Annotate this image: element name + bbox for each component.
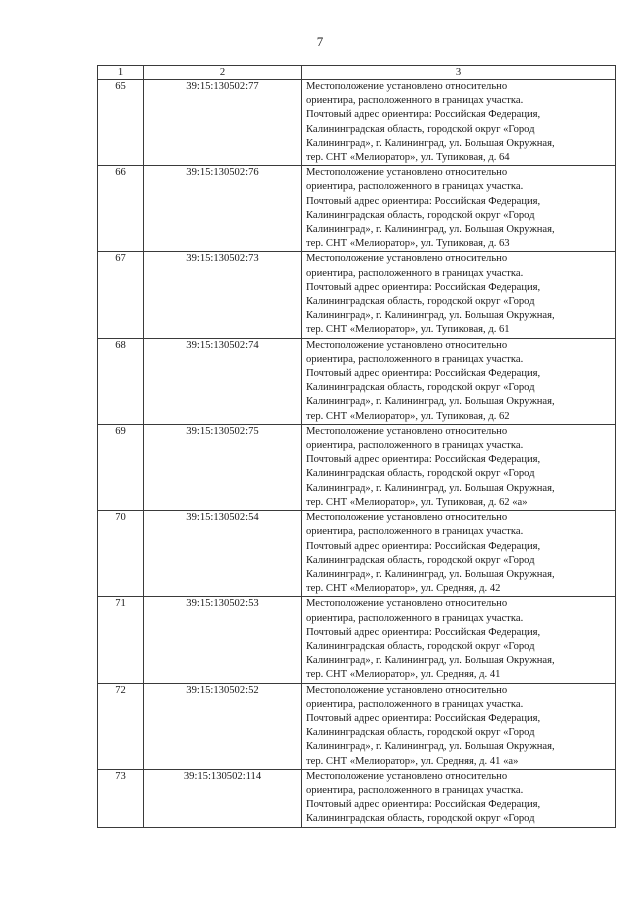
column-header-2: 2 bbox=[144, 66, 302, 80]
cadastral-number: 39:15:130502:75 bbox=[144, 424, 302, 510]
column-header-3: 3 bbox=[302, 66, 616, 80]
description-line: Калининград», г. Калининград, ул. Большая Окружная, bbox=[306, 224, 555, 236]
row-number: 73 bbox=[98, 769, 144, 827]
description-line: Калининградская область, городской округ «Город bbox=[306, 554, 535, 566]
table-row bbox=[98, 597, 616, 683]
description-line: ориентира, расположенного в границах участка. bbox=[306, 698, 524, 710]
cadastral-number: 39:15:130502:77 bbox=[144, 80, 302, 166]
description-line: Калининград», г. Калининград, ул. Большая Окружная, bbox=[306, 482, 555, 494]
description-line: тер. СНТ «Мелиоратор», ул. Тупиковая, д. 63 bbox=[306, 238, 510, 250]
description-line: Почтовый адрес ориентира: Российская Федерация, bbox=[306, 368, 541, 380]
row-number: 70 bbox=[98, 511, 144, 597]
table-row bbox=[98, 80, 616, 166]
table-row bbox=[98, 769, 616, 827]
description-line: тер. СНТ «Мелиоратор», ул. Тупиковая, д. 64 bbox=[306, 152, 510, 164]
description-line: Местоположение установлено относительно bbox=[306, 425, 508, 437]
description-line: Почтовый адрес ориентира: Российская Федерация, bbox=[306, 109, 541, 121]
description-line: Калининградская область, городской округ «Город bbox=[306, 296, 535, 308]
description-line: Калининград», г. Калининград, ул. Большая Окружная, bbox=[306, 741, 555, 753]
table-row bbox=[98, 683, 616, 769]
table-header-row bbox=[98, 66, 616, 80]
description-line: Почтовый адрес ориентира: Российская Федерация, bbox=[306, 712, 541, 724]
description-line: Почтовый адрес ориентира: Российская Федерация, bbox=[306, 626, 541, 638]
row-number: 66 bbox=[98, 166, 144, 252]
description-line: Местоположение установлено относительно bbox=[306, 598, 508, 610]
description-line: Почтовый адрес ориентира: Российская Федерация, bbox=[306, 195, 541, 207]
description-line: Калининградская область, городской округ «Город bbox=[306, 209, 535, 221]
description-line: Почтовый адрес ориентира: Российская Федерация, bbox=[306, 454, 541, 466]
description-line: Калининградская область, городской округ «Город bbox=[306, 727, 535, 739]
location-description bbox=[302, 252, 616, 338]
description-line: ориентира, расположенного в границах участка. bbox=[306, 181, 524, 193]
location-description bbox=[302, 597, 616, 683]
description-line: Калининград», г. Калининград, ул. Большая Окружная, bbox=[306, 137, 555, 149]
location-description bbox=[302, 769, 616, 827]
description-line: Местоположение установлено относительно bbox=[306, 770, 508, 782]
description-line: ориентира, расположенного в границах участка. bbox=[306, 95, 524, 107]
location-description bbox=[302, 511, 616, 597]
table-row bbox=[98, 511, 616, 597]
description-line: Калининградская область, городской округ «Город bbox=[306, 640, 535, 652]
description-line: Калининградская область, городской округ «Город bbox=[306, 813, 535, 825]
location-description bbox=[302, 683, 616, 769]
description-line: Местоположение установлено относительно bbox=[306, 81, 508, 92]
description-line: Почтовый адрес ориентира: Российская Федерация, bbox=[306, 540, 541, 552]
description-line: ориентира, расположенного в границах участка. bbox=[306, 440, 524, 452]
land-plot-table bbox=[97, 65, 616, 828]
row-number: 69 bbox=[98, 424, 144, 510]
description-line: тер. СНТ «Мелиоратор», ул. Средняя, д. 41 «а» bbox=[306, 755, 519, 767]
location-description bbox=[302, 80, 616, 166]
description-line: тер. СНТ «Мелиоратор», ул. Тупиковая, д. 62 «а» bbox=[306, 496, 528, 508]
description-line: ориентира, расположенного в границах участка. bbox=[306, 612, 524, 624]
location-description bbox=[302, 424, 616, 510]
column-header-1: 1 bbox=[98, 66, 144, 80]
description-line: ориентира, расположенного в границах участка. bbox=[306, 526, 524, 538]
cadastral-number: 39:15:130502:54 bbox=[144, 511, 302, 597]
cadastral-number: 39:15:130502:73 bbox=[144, 252, 302, 338]
description-line: Калининград», г. Калининград, ул. Большая Окружная, bbox=[306, 655, 555, 667]
description-line: ориентира, расположенного в границах участка. bbox=[306, 784, 524, 796]
description-line: Калининград», г. Калининград, ул. Большая Окружная, bbox=[306, 310, 555, 322]
description-line: тер. СНТ «Мелиоратор», ул. Тупиковая, д. 62 bbox=[306, 410, 510, 422]
description-line: тер. СНТ «Мелиоратор», ул. Тупиковая, д. 61 bbox=[306, 324, 510, 336]
description-line: Калининград», г. Калининград, ул. Большая Окружная, bbox=[306, 568, 555, 580]
cadastral-number: 39:15:130502:53 bbox=[144, 597, 302, 683]
description-line: Местоположение установлено относительно bbox=[306, 512, 508, 524]
description-line: Калининградская область, городской округ «Город bbox=[306, 468, 535, 480]
description-line: Местоположение установлено относительно bbox=[306, 167, 508, 179]
description-line: Местоположение установлено относительно bbox=[306, 339, 508, 351]
description-line: Местоположение установлено относительно bbox=[306, 684, 508, 696]
description-line: тер. СНТ «Мелиоратор», ул. Средняя, д. 42 bbox=[306, 583, 501, 595]
description-line: ориентира, расположенного в границах участка. bbox=[306, 267, 524, 279]
table-row bbox=[98, 424, 616, 510]
description-line: тер. СНТ «Мелиоратор», ул. Средняя, д. 41 bbox=[306, 669, 501, 681]
description-line: ориентира, расположенного в границах участка. bbox=[306, 353, 524, 365]
row-number: 65 bbox=[98, 80, 144, 166]
cadastral-number: 39:15:130502:74 bbox=[144, 338, 302, 424]
location-description bbox=[302, 166, 616, 252]
description-line: Калининградская область, городской округ «Город bbox=[306, 382, 535, 394]
page-number: 7 bbox=[316, 34, 324, 49]
description-line: Почтовый адрес ориентира: Российская Федерация, bbox=[306, 799, 541, 811]
table-body bbox=[98, 80, 616, 828]
description-line: Местоположение установлено относительно bbox=[306, 253, 508, 265]
description-line: Почтовый адрес ориентира: Российская Федерация, bbox=[306, 281, 541, 293]
description-line: Калининградская область, городской округ «Город bbox=[306, 123, 535, 135]
table-row bbox=[98, 338, 616, 424]
row-number: 71 bbox=[98, 597, 144, 683]
row-number: 67 bbox=[98, 252, 144, 338]
cadastral-number: 39:15:130502:52 bbox=[144, 683, 302, 769]
row-number: 72 bbox=[98, 683, 144, 769]
description-line: Калининград», г. Калининград, ул. Большая Окружная, bbox=[306, 396, 555, 408]
cadastral-number: 39:15:130502:76 bbox=[144, 166, 302, 252]
table-header bbox=[98, 66, 616, 80]
row-number: 68 bbox=[98, 338, 144, 424]
table-row bbox=[98, 252, 616, 338]
location-description bbox=[302, 338, 616, 424]
cadastral-number: 39:15:130502:114 bbox=[144, 769, 302, 827]
table-row bbox=[98, 166, 616, 252]
